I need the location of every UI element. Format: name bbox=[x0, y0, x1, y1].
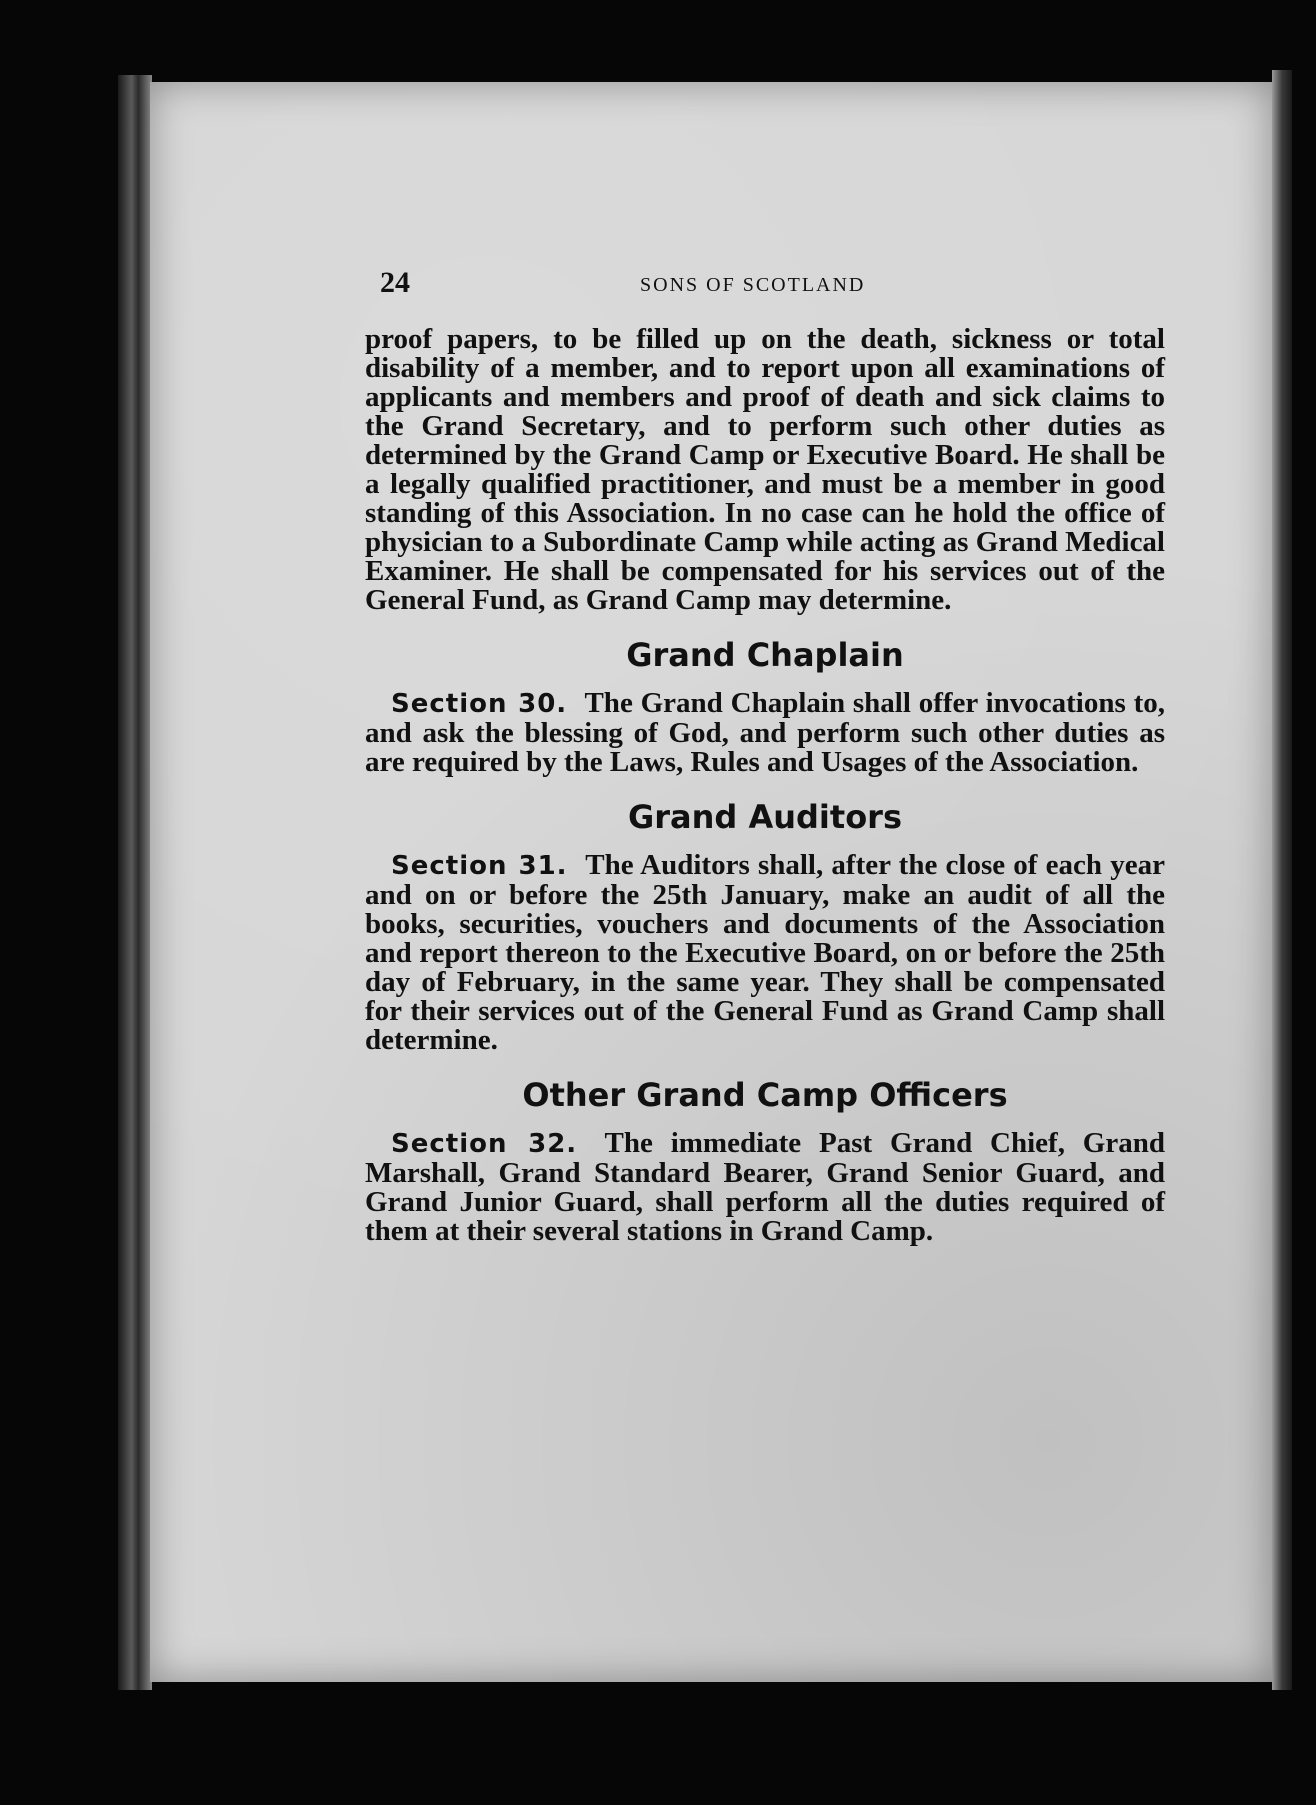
section-30-paragraph bbox=[365, 689, 1165, 777]
section-30-label: Section 30. bbox=[391, 689, 568, 719]
page-number: 24 bbox=[380, 266, 410, 299]
section-31-paragraph bbox=[365, 851, 1165, 1055]
section-31-text: The Auditors shall, after the close of each year and on or before the 25th January, make an audit of all the books, securities, vouchers and documents of the Association and report thereon to the Executive Board, on or before the 25th day of February, in the same year. They shall be compensated for their services out of the General Fund as Grand Camp shall determine. bbox=[365, 849, 1165, 1056]
section-32-label: Section 32. bbox=[391, 1129, 578, 1159]
intro-paragraph: proof papers, to be filled up on the death, sickness or total disability of a member, and to report upon all examinations of applicants and members and proof of death and sick claims to the Grand Secretary, and to perform such other duties as determined by the Grand Camp or Executive Board. He shall be a legally qualified practitioner, and must be a member in good standing of this Association. In no case can he hold the office of physician to a Subordinate Camp while acting as Grand Medical Examiner. He shall be compensated for his services out of the General Fund, as Grand Camp may determine. bbox=[365, 323, 1165, 616]
section-31-label: Section 31. bbox=[391, 851, 568, 881]
body-text bbox=[365, 325, 1165, 1246]
running-title: SONS OF SCOTLAND bbox=[640, 274, 866, 296]
heading-other-grand-camp-officers: Other Grand Camp Officers bbox=[522, 1076, 1008, 1114]
section-30-text: The Grand Chaplain shall offer invocations to, and ask the blessing of God, and perform such other duties as are required by the Laws, Rules and Usages of the Association. bbox=[365, 687, 1165, 778]
heading-grand-auditors: Grand Auditors bbox=[628, 798, 902, 836]
book-binding-left bbox=[118, 75, 152, 1690]
heading-grand-chaplain: Grand Chaplain bbox=[626, 636, 904, 674]
running-head bbox=[380, 266, 1170, 306]
section-32-paragraph bbox=[365, 1129, 1165, 1246]
book-binding-right bbox=[1272, 70, 1292, 1690]
section-32-text: The immediate Past Grand Chief, Grand Marshall, Grand Standard Bearer, Grand Senior Guard, and Grand Junior Guard, shall perform all the duties required of them at their several stations in Grand Camp. bbox=[365, 1127, 1165, 1247]
